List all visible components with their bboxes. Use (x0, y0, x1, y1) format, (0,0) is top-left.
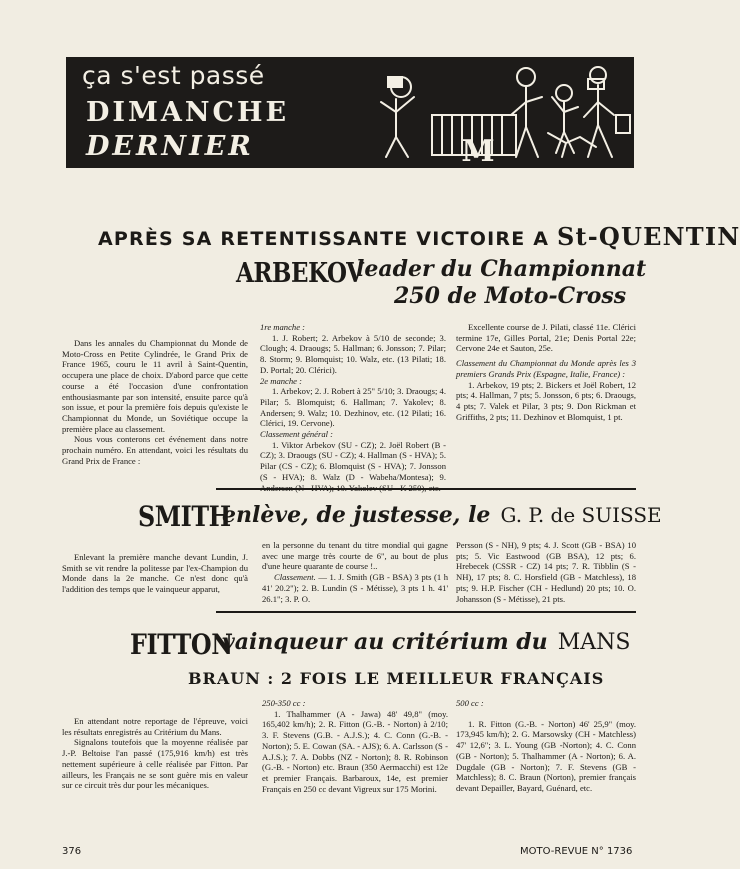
article1-overline-text: APRÈS SA RETENTISSANTE VICTOIRE A (98, 228, 557, 250)
article3-subtitle-script: vainqueur au critérium du (222, 629, 548, 655)
article1-manche2-label: 2e manche : (260, 375, 302, 386)
article2-subtitle-plain: G. P. de SUISSE (500, 503, 662, 527)
divider-1 (216, 488, 636, 490)
article1-championship-results: 1. Arbekov, 19 pts; 2. Bickers et Joël Robert, 12 pts; 4. Hallman, 7 pts; 5. Jonsson, 6 pts; 6. Draougs, 4 pts; 7. Valek et Pilar, 3 pts; 9. Don Rickman et Griffiths, 2 pts; 11. Dezhinov et Blomquist, 1 pt. (456, 379, 636, 422)
article3-title: FITTON (130, 628, 233, 661)
article2-classement-results: — 1. J. Smith (GB - BSA) 3 pts (1 h 41' 20.2"); 2. B. Lundin (S - Métisse), 3 pts 1 h. 41' 26.1"; 3. P. O. (262, 572, 448, 604)
article1-intro-2: Nous vous conterons cet événement dans notre prochain numéro. En attendant, voici les résultats du Grand Prix de France : (62, 434, 248, 466)
article1-overline (98, 222, 740, 251)
article2-column-1 (62, 552, 248, 595)
article1-subtitle-1: leader du Championnat (356, 256, 647, 282)
article3-column-1 (62, 716, 248, 791)
article1-general-results: 1. Viktor Arbekov (SU - CZ); 2. Joël Robert (B - CZ); 3. Draougs (SU - CZ); 4. Hallman (S - HVA); 5. Pilar (CS - CZ); 6. Blomquist (S - HVA); 7. Jonsson (S - HVA); 8. Walz (D - Wabeha/Montesa); 9. (260, 439, 446, 482)
article2-title: SMITH (138, 500, 231, 533)
article1-overline-place: St-QUENTIN (556, 222, 740, 251)
banner-line-2: DIMANCHE (86, 97, 290, 128)
article3-col1-text-b: Signalons toutefois que la moyenne réalisée par J.-P. Beltoise l'an passé (175,916 km/h) est très nettement supérieure à celle réalisée par Fitton. Par ailleurs, les Français ne se sont guère mis en valeur sur ce circuit très dur pour les mécaniques. (62, 737, 248, 791)
article1-general-label: Classement général : (260, 429, 334, 440)
page-number: 376 (62, 846, 82, 857)
article3-col1-text-a: En attendant notre reportage de l'épreuve, voici les résultats enregistrés au Critérium du Mans. (62, 716, 248, 737)
article2-col1-text: Enlevant la première manche devant Lundin, J. Smith se vit rendre la politesse par l'ex-Champion du Monde dans la 2e manche. Ce n'est donc qu'à l'addition des temps que le vainqueur apparut, (62, 552, 248, 595)
article1-col3-paragraph: Excellente course de J. Pilati, classé 11e. Clérici termine 17e, Gilles Portal, 21e; Denis Portal 22e; Cervone 24e et Sauton, 25e. (456, 322, 636, 354)
article1-subtitle-2: 250 de Moto-Cross (394, 283, 627, 309)
article3-500-results: 1. R. Fitton (G.-B. - Norton) 46' 25,9" (moy. 173,945 km/h); 2. G. Marsowsky (CH - Matchless) 47' 12,6"; 3. L. Young (GB -Norton); 4. C. Conn (GB - Norton); 5. Thalhammer (A - Norton); 6. A. Dugdale (GB - Norton); 7. F. Stevens (GB - Matchless); 8. C. Braun (Norton), premier français devant Depailler, Bayard, Guénard, etc. (456, 718, 636, 793)
article3-500-label: 500 cc : (456, 698, 484, 708)
magazine-issue: MOTO-REVUE N° 1736 (520, 846, 633, 857)
header-banner (66, 57, 634, 168)
divider-2 (216, 611, 636, 613)
article1-championship-label: Classement du Championnat du Monde après les 3 premiers Grands Prix (Espagne, Italie, France) : (456, 358, 636, 379)
svg-text:M: M (461, 134, 495, 169)
article1-manche2-results: 1. Arbekov; 2. J. Robert à 25" 5/10; 3. Draougs; 4. Pilar; 5. Blomquist; 6. Hallman; 7. Yakolev; 8. Andersen; 9. Walz; 10. Dezhinov, etc. (12 Pilati; 16. Clérici, 19. Cervone). (260, 386, 446, 429)
article3-subtitle-plain: MANS (557, 630, 631, 655)
article2-subtitle-script: enlève, de justesse, le (222, 502, 491, 528)
article2-column-3 (456, 540, 636, 604)
article1-manche1-label: 1re manche : (260, 322, 306, 332)
article2-col3-text: Persson (S - NH), 9 pts; 4. J. Scott (GB - BSA) 10 pts; 5. Vic Eastwood (GB BSA), 12 pts; 6. Hrebecek (CSSR - CZ) 14 pts; 7. R. Tibblin (S - NH), 17 pts; 8. C. Horsfield (GB - Matchless), 18 pts; 9. H.P. Fischer (CH - Hedlund) 20 pts; 10. O. Johansson (S - Métisse), 21 pts. (456, 540, 636, 604)
article2-subtitle (222, 502, 662, 528)
article1-intro: Dans les annales du Championnat du Monde de Moto-Cross en Petite Cylindrée, le Grand Prix de France 1965, couru le 11 avril à Saint-Quentin, occupera une place de choix. D'abord parce que cette course a été l'occasion d'une confrontation enthousiasmante par son intensité, ensuite parce qu'à son issue, et pour la première fois depuis qu'existe le Championnat du Monde, un Soviétique occupe la première place au classement. (62, 338, 248, 434)
banner-illustration (366, 57, 634, 168)
article3-column-3 (456, 698, 636, 794)
article3-deck: BRAUN : 2 FOIS LE MEILLEUR FRANÇAIS (188, 669, 605, 688)
article3-250-label: 250-350 cc : (262, 698, 306, 708)
article3-subtitle (222, 629, 630, 655)
article3-column-2 (262, 698, 448, 794)
article3-250-results: 1. Thalhammer (A - Jawa) 48' 49,8" (moy. 165,402 km/h); 2. R. Fitton (G.-B. - Norton) à 2/10; 3. F. Stevens (G.B. - A.J.S.); 4. C. Conn (G.-B. - Norton); 5. E. Cowan (SA. - AJS); 6. A. Carlsson (S - A.J.S.); 7. A. Dobbs (NZ - Norton); 8. R. Robinson (G.-B. - Norton) etc. Braun (350 Aermacchi) est 12e et premier Français. Barbaroux, 14e, est premier Français en 250 cc devant Vigreux sur 175 Morini. (262, 708, 448, 794)
article2-classement-label: Classement. (274, 572, 316, 583)
article1-column-1 (62, 338, 248, 466)
article1-manche1-results: 1. J. Robert; 2. Arbekov à 5/10 de seconde; 3. Clough; 4. Draougs; 5. Hallman; 6. Jonsson; 7. Pilar; 8. Storm; 9. Blomquist; 10. Walz, etc. (13 Pilati; 18. D. Portal; 20. Clérici). (260, 332, 446, 375)
banner-line-3: DERNIER (86, 131, 254, 162)
article2-column-2 (262, 540, 448, 604)
article1-column-3 (456, 322, 636, 422)
article1-title: ARBEKOV (236, 258, 364, 289)
article2-col2-text: en la personne du tenant du titre mondial qui gagne avec une marge très courte de 6", au bout de plus d'une heure quarante de course !.. (262, 540, 448, 572)
banner-line-1: ça s'est passé (82, 61, 265, 90)
article1-column-2 (260, 322, 446, 493)
